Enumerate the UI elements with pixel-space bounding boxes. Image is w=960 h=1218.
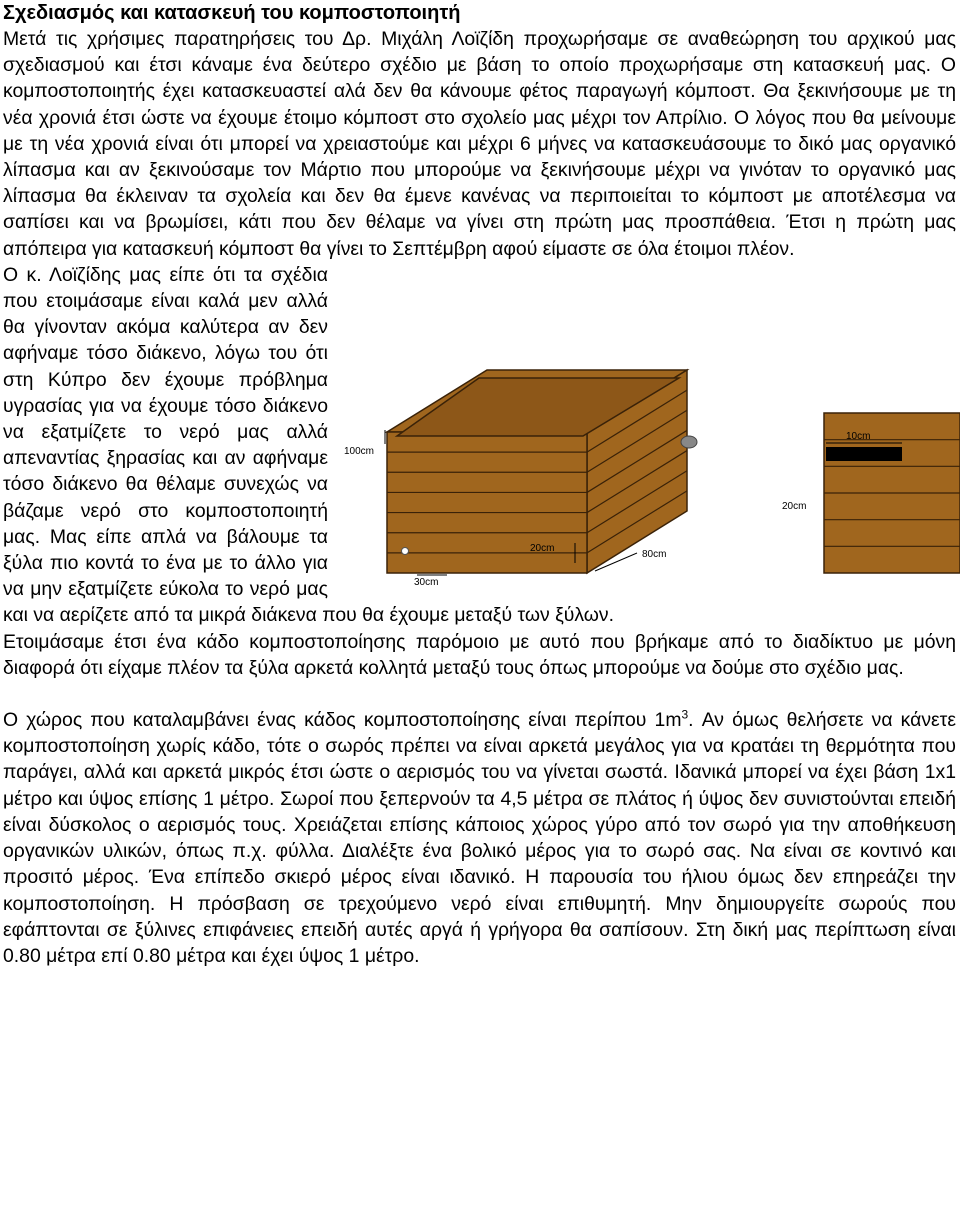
dim-depth-label: 80cm xyxy=(642,548,667,560)
side-pipe-icon xyxy=(681,436,697,448)
paragraph-2: Ο κ. Λοϊζίδης μας είπε ότι τα σχέδια που ετοιμάσαμε είναι καλά μεν αλλά θα γίνονταν ακόμα καλύτερα αν δεν αφήναμε τόσο διάκενο, λόγω του ότι στη Κύπρο δεν έχουμε πρόβλημα υγρασίας για να έχουμε τόσο διάκενο να εξατμίζετε το νερό μας αλλά απεναντίας ξηρασίας και αν αφήναμε τόσο διάκενο θα θέλαμε συνεχώς να βάζαμε νερό στο κομποστοποιητή μας. Μας είπε απλά να βάλουμε τα ξύλα πιο κοντά το ένα με το άλλο για να μην εξατμίζετε εύκολα το νερό μας και να αερίζετε από τα μικρά διάκενα που θα έχουμε μεταξύ των ξύλων. xyxy=(3,263,614,627)
paragraph-1: Μετά τις χρήσιμες παρατηρήσεις του Δρ. Μιχάλη Λοϊζίδη προχωρήσαμε σε αναθεώρηση του αρχικού μας σχεδιασμού και έτσι κάναμε ένα δεύτερο σχέδιο με βάση το οποίο προχωρήσαμε στη κατασκευή μας. Ο κομποστοποιητής έχει κατασκευαστεί αλά δεν θα κάνουμε φέτος παραγωγή κόμποστ. Θα ξεκινήσουμε με τη νέα χρονιά έτσι ώστε να έχουμε έτοιμο κόμποστ στο σχολείο μας μέχρι τον Απρίλιο. Ο λόγος που θα μείνουμε με τη νέα χρονιά είναι ότι μπορεί να χρειαστούμε και μέχρι 6 μήνες να κατασκευάσουμε το δικό μας οργανικό λίπασμα και αν ξεκινούσαμε τον Μάρτιο που μπορούμε να ξεκινήσουμε μέχρι να γινόταν το οργανικό μας λίπασμα θα έκλειναν τα σχολεία και δεν θα έμενε κανένας να περιποιείται το κόμποστ με αποτέλεσμα να σαπίσει και να βρωμίσει, κάτι που δεν θέλαμε να γίνει στη πρώτη μας προσπάθεια. Έτσι η πρώτη μας απόπειρα για κατασκευή κόμποστ θα γίνει το Σεπτέμβρη αφού είμαστε σε όλα έτοιμοι πλέον. xyxy=(3,28,956,260)
dim-side-slot-label: 10cm xyxy=(846,430,871,442)
compost-bin-drawing xyxy=(342,367,960,585)
front-face xyxy=(387,432,587,573)
paragraph-4 xyxy=(3,707,956,969)
paragraph-4-rest: . Αν όμως θελήσετε να κάνετε κομποστοποίηση χωρίς κάδο, τότε ο σωρός πρέπει να είναι αρκετά μεγάλος για να κρατάει τη θερμότητα που παράγει, αλλά και αρκετά μικρός έτσι ώστε ο αερισμός του να γίνεται σωστά. Ιδανικά μπορεί να έχει βάση 1x1 μέτρο και ύψος επίσης 1 μέτρο. Σωροί που ξεπερνούν τα 4,5 μέτρα σε πλάτος ή ύψος δεν συνιστούνται επειδή είναι δύσκολος ο αερισμός τους. Χρειάζεται επίσης κάποιος χώρος γύρο από τον σωρό για την αποθήκευση οργανικών υλικών, όπως π.χ. φύλλα. Διαλέξτε ένα βολικό μέρος για το σωρό σας. Να είναι σε κοντινό και προσιτό μέρος. Ένα επίπεδο σκιερό μέρος είναι ιδανικό. Η παρουσία του ήλιου όμως δεν επηρεάζει την κομποστοποίηση. Η πρόσβαση σε τρεχούμενο νερό είναι επιθυμητή. Μην δημιουργείτε σωρούς που εφάπτονται σε ξύλινες επιφάνειες επειδή αυτές αργά ή γρήγορα θα σαπίσουν. Στη δική μας περίπτωση είναι 0.80 μέτρα επί 0.80 μέτρα και έχει ύψος 1 μέτρο. xyxy=(3,709,956,967)
dim-height-label: 100cm xyxy=(344,445,375,457)
dim-width-label: 30cm xyxy=(414,576,439,585)
dim-side-gap-label: 20cm xyxy=(782,500,807,512)
dim-front-gap-label: 20cm xyxy=(530,542,555,554)
paragraph-4-start: Ο χώρος που καταλαμβάνει ένας κάδος κομποστοποίησης είναι περίπου 1m xyxy=(3,709,682,732)
ventilation-slot xyxy=(826,447,902,461)
paragraph-2-3-block xyxy=(3,262,956,681)
paragraph-3: Ετοιμάσαμε έτσι ένα κάδο κομποστοποίησης παρόμοιο με αυτό που βρήκαμε από το διαδίκτυο με μόνη διαφορά ότι είχαμε πλέον τα ξύλα αρκετά κολλητά μεταξύ τους όπως μπορούμε να δούμε στο σχέδιο μας. xyxy=(3,630,956,679)
document-page xyxy=(3,0,956,969)
page-title: Σχεδιασμός και κατασκευή του κομποστοποιητή xyxy=(3,2,461,24)
cubic-superscript: 3 xyxy=(681,707,689,722)
paragraph-spacer xyxy=(3,681,956,707)
compost-bin-diagram xyxy=(342,367,960,585)
front-hole-icon xyxy=(402,547,409,554)
